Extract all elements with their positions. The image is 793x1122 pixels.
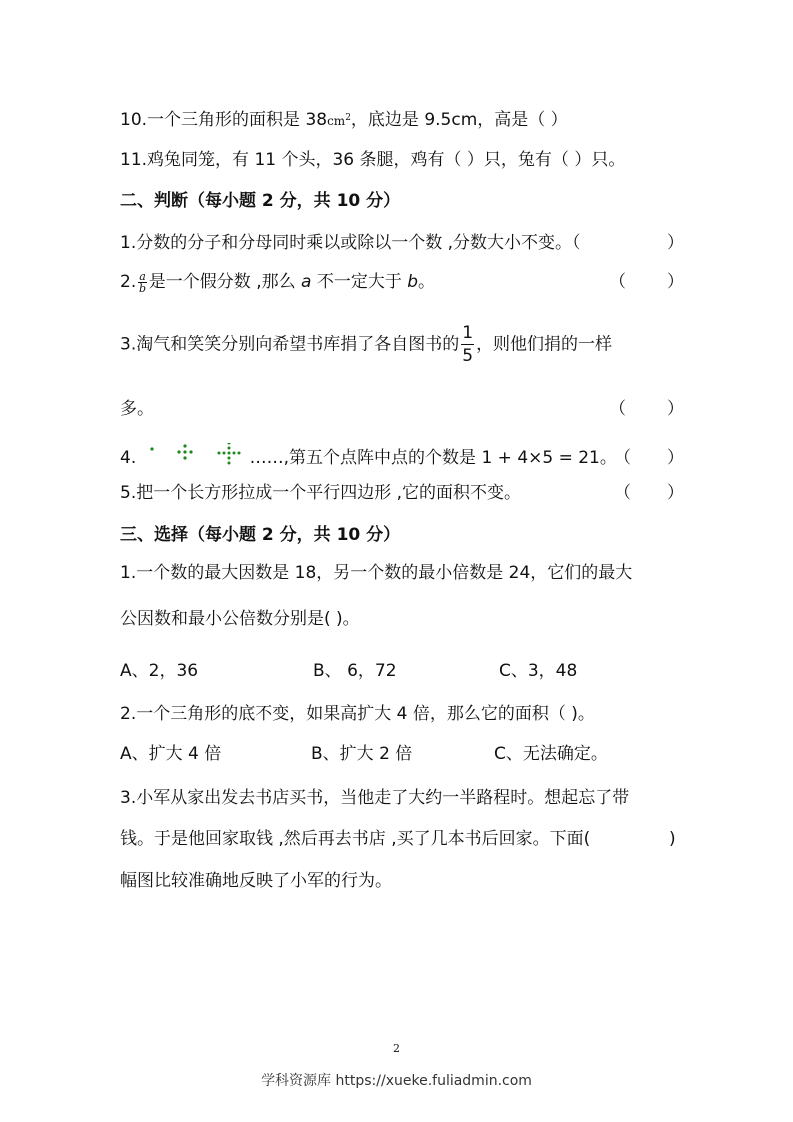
judge-2-pre: 2. (120, 272, 137, 292)
choice-2-option-c: C、无法确定。 (494, 744, 608, 764)
judge-2-open-paren: （ (609, 272, 626, 292)
var-b: b (407, 272, 419, 292)
q10-text-post: ，底边是 9.5cm，高是（ ） (350, 110, 568, 130)
dot (227, 447, 230, 450)
dot (227, 457, 230, 460)
judge-4-ellipsis: …… (249, 448, 284, 468)
judge-4-open-paren: （ (614, 448, 631, 468)
judge-2 (120, 270, 435, 294)
judge-2-close-paren: ） (667, 272, 684, 292)
judge-2-mid: 是一个假分数 ,那么 (148, 272, 302, 292)
dot (183, 444, 186, 447)
fraction-numerator: 1 (462, 323, 474, 343)
choice-1-option-b: B、 6，72 (313, 661, 397, 681)
choice-3-close-paren: ) (669, 829, 676, 849)
judge-3-open-paren: （ (609, 399, 626, 419)
dot (150, 447, 153, 450)
question-10 (120, 106, 568, 133)
judge-5-open-paren: （ (614, 483, 631, 503)
judge-2-mid2: 不一定大于 (311, 272, 408, 292)
dot (222, 452, 225, 455)
choice-1-line-2: 公因数和最小公倍数分别是( )。 (120, 609, 360, 629)
judge-5-close-paren: ） (667, 483, 684, 503)
dot (227, 443, 230, 445)
dot (177, 450, 180, 453)
judge-5: 5.把一个长方形拉成一个平行四边形 ,它的面积不变。 (120, 483, 522, 503)
choice-1-line-1: 1.一个数的最大因数是 18，另一个数的最小倍数是 24，它们的最大 (120, 563, 633, 583)
section-2-heading: 二、判断（每小题 2 分，共 10 分） (120, 191, 401, 211)
judge-4-close-paren: ） (667, 448, 684, 468)
dot (227, 452, 230, 455)
dot (227, 462, 230, 465)
judge-1-text: 1.分数的分子和分母同时乘以或除以一个数 ,分数大小不变。（ (120, 233, 581, 253)
dot-pattern-2 (177, 444, 192, 459)
dot (183, 456, 186, 459)
choice-3-line-1: 3.小军从家出发去书店买书，当他走了大约一半路程时。想起忘了带 (120, 788, 630, 808)
question-11: 11.鸡兔同笼，有 11 个头，36 条腿，鸡有（ ）只，兔有（ ）只。 (120, 150, 626, 170)
fraction-numerator: a (139, 269, 146, 283)
q10-unit-text: cm (327, 114, 346, 128)
q10-text-pre: 10.一个三角形的面积是 38 (120, 110, 328, 130)
choice-2-option-a: A、扩大 4 倍 (120, 744, 222, 764)
judge-3 (120, 322, 612, 367)
fraction-denominator: b (138, 281, 147, 295)
section-3-heading: 三、选择（每小题 2 分，共 10 分） (120, 525, 401, 545)
dot (189, 450, 192, 453)
choice-2: 2.一个三角形的底不变，如果高扩大 4 倍，那么它的面积（ )。 (120, 704, 595, 724)
judge-3-post: ，则他们捐的一样 (476, 334, 613, 355)
judge-1-close-paren: ） (667, 233, 684, 253)
dot (232, 452, 235, 455)
judge-2-end: 。 (418, 272, 436, 292)
dot (237, 452, 240, 455)
fraction-one-fifth (461, 322, 474, 367)
fraction-denominator: 5 (462, 346, 474, 366)
choice-1-option-a: A、2，36 (120, 661, 199, 681)
judge-4 (120, 443, 617, 473)
dot-pattern-1 (150, 447, 153, 450)
dot (217, 452, 220, 455)
judge-3-close-paren: ） (667, 399, 684, 419)
dot (183, 450, 186, 453)
judge-3-pre: 3.淘气和笑笑分别向希望书库捐了各自图书的 (120, 334, 460, 355)
judge-4-pre: 4. (120, 448, 137, 468)
judge-1 (120, 231, 581, 255)
choice-3-line-3: 幅图比较准确地反映了小军的行为。 (120, 871, 392, 891)
choice-2-option-b: B、扩大 2 倍 (311, 744, 413, 764)
footer-watermark: 学科资源库 https://xueke.fuliadmin.com (261, 1073, 532, 1089)
choice-1-option-c: C、3，48 (499, 661, 578, 681)
judge-4-post: ,第五个点阵中点的个数是 1 + 4×5 = 21。 (283, 448, 617, 468)
choice-3-line-2: 钱。于是他回家取钱 ,然后再去书店 ,买了几本书后回家。下面( (120, 829, 591, 849)
q10-unit-sup: 2 (345, 113, 351, 123)
fraction-a-over-b (138, 271, 147, 294)
page-number: 2 (393, 1042, 400, 1055)
q10-unit (327, 114, 351, 128)
var-a: a (301, 272, 312, 292)
dot-pattern-3 (217, 443, 240, 465)
judge-3-continued: 多。 (120, 399, 154, 419)
dot-pattern-figure (142, 443, 250, 473)
